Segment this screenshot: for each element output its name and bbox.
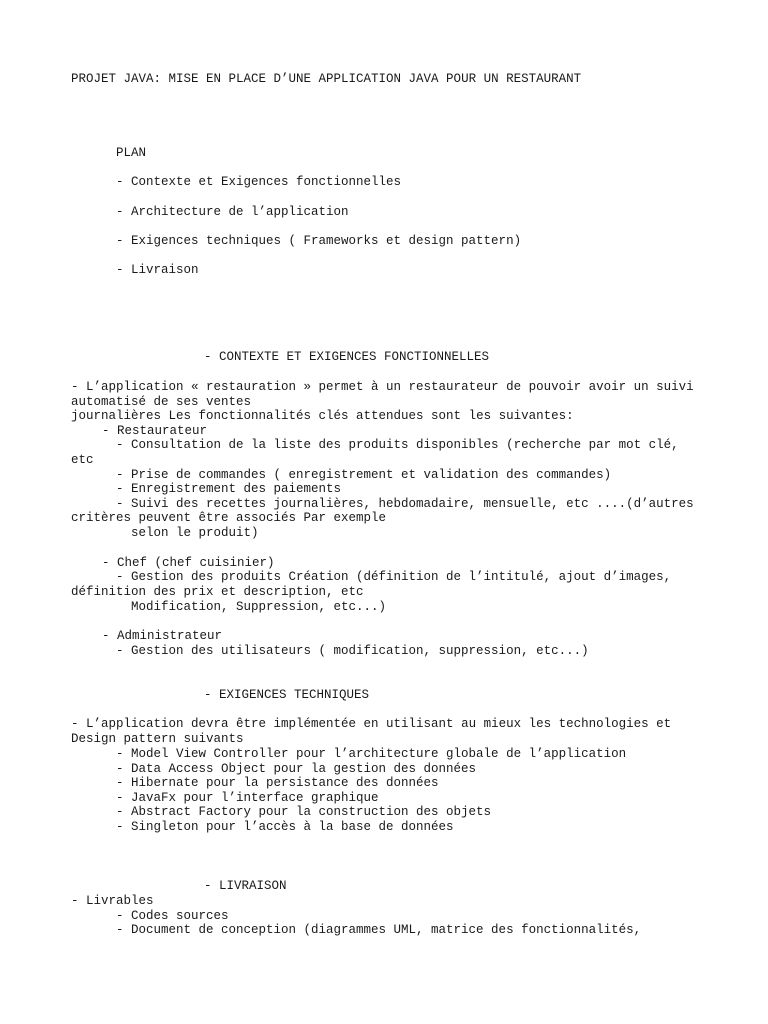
body-line: automatisé de ses ventes xyxy=(71,395,252,409)
section-heading-techniques: - EXIGENCES TECHNIQUES xyxy=(204,688,370,702)
list-item: - JavaFx pour l’interface graphique xyxy=(116,791,379,805)
list-item: - Prise de commandes ( enregistrement et validation des commandes) xyxy=(116,468,612,482)
body-line: journalières Les fonctionnalités clés attendues sont les suivantes: xyxy=(71,409,574,423)
list-item: - Chef (chef cuisinier) xyxy=(102,556,275,570)
section-heading-contexte: - CONTEXTE ET EXIGENCES FONCTIONNELLES xyxy=(204,350,490,364)
list-item: - Codes sources xyxy=(116,909,229,923)
list-item: - Abstract Factory pour la construction des objets xyxy=(116,805,492,819)
list-item: - Hibernate pour la persistance des données xyxy=(116,776,439,790)
section-heading-livraison: - LIVRAISON xyxy=(204,879,287,893)
body-line: critères peuvent être associés Par exemple xyxy=(71,511,387,525)
list-item: - Consultation de la liste des produits disponibles (recherche par mot clé, xyxy=(116,438,679,452)
body-line: Design pattern suivants xyxy=(71,732,244,746)
body-line: - L’application « restauration » permet à un restaurateur de pouvoir avoir un suivi xyxy=(71,380,694,394)
document-title: PROJET JAVA: MISE EN PLACE D’UNE APPLICATION JAVA POUR UN RESTAURANT xyxy=(71,72,582,86)
list-item: - Gestion des utilisateurs ( modification, suppression, etc...) xyxy=(116,644,589,658)
plan-heading: PLAN xyxy=(116,146,147,160)
body-line: définition des prix et description, etc xyxy=(71,585,364,599)
list-item: - Document de conception (diagrammes UML, matrice des fonctionnalités, xyxy=(116,923,642,937)
body-line: selon le produit) xyxy=(131,526,259,540)
plan-item: - Contexte et Exigences fonctionnelles xyxy=(116,175,402,189)
list-item: - Enregistrement des paiements xyxy=(116,482,342,496)
list-item: - Data Access Object pour la gestion des données xyxy=(116,762,477,776)
plan-item: - Exigences techniques ( Frameworks et design pattern) xyxy=(116,234,522,248)
list-item: - Livrables xyxy=(71,894,154,908)
list-item: - Restaurateur xyxy=(102,424,208,438)
plan-item: - Architecture de l’application xyxy=(116,205,349,219)
body-line: - L’application devra être implémentée en utilisant au mieux les technologies et xyxy=(71,717,672,731)
plan-item: - Livraison xyxy=(116,263,199,277)
list-item: - Singleton pour l’accès à la base de données xyxy=(116,820,454,834)
body-line: Modification, Suppression, etc...) xyxy=(131,600,387,614)
list-item: - Administrateur xyxy=(102,629,223,643)
list-item: - Suivi des recettes journalières, hebdomadaire, mensuelle, etc ....(d’autres xyxy=(116,497,694,511)
list-item: - Model View Controller pour l’architecture globale de l’application xyxy=(116,747,627,761)
list-item: - Gestion des produits Création (définition de l’intitulé, ajout d’images, xyxy=(116,570,672,584)
body-line: etc xyxy=(71,453,94,467)
